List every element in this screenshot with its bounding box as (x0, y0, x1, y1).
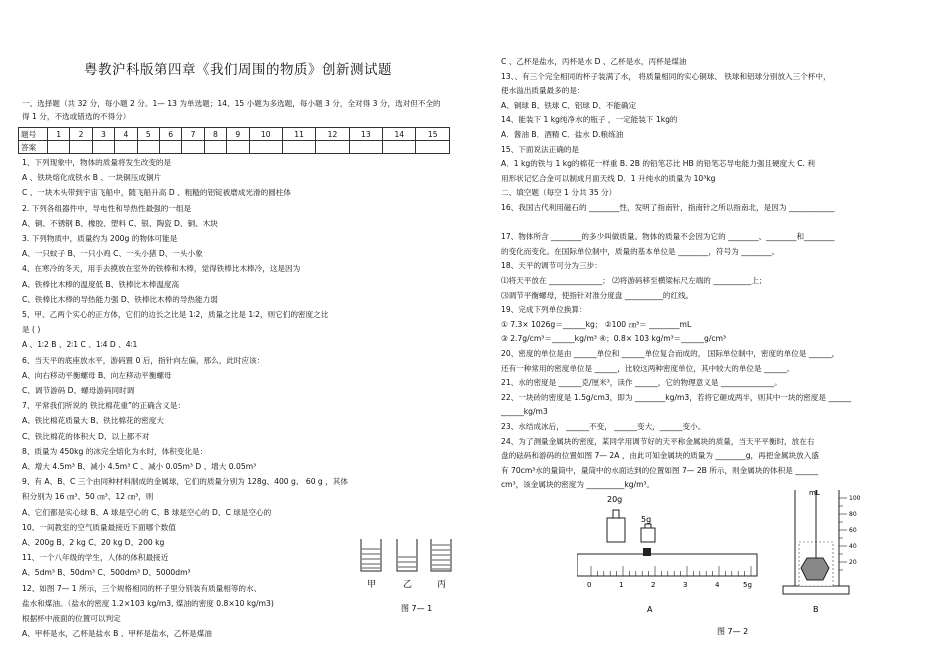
question-line: A、甲杯是水，乙杯是盐水 B 、甲杯是盐水，乙杯是煤油 (22, 629, 212, 639)
question-line: 9、有 A、B、C 三个由同种材料制成的金属球，它们的质量分别为 128g、400 g、 60 g ，其体 (22, 477, 348, 487)
question-line: C、铁棒比木棒的导热能力强 D、铁棒比木棒的导热能力弱 (22, 294, 218, 304)
question-line: 20、密度的单位是由 ______单位和 ______单位复合而成的， 国际单位制中，密度的单位是 ______， (501, 349, 840, 358)
question-line: A 、铁块熔化成铁水 B 、一块铜压成铜片 (22, 173, 162, 183)
question-line: 用形状记忆合金可以制成月面天线 D．1 升纯水的质量为 10³kg (501, 173, 716, 183)
answer-cell[interactable] (282, 141, 315, 154)
question-line: ① 7.3× 1026g＝______kg； ②100 ㎝³＝ ________mL (501, 319, 692, 329)
score-table (18, 127, 450, 154)
section-intro: 一、选择题（共 32 分，每小题 2 分。1— 13 为单选题；14、15 小题为多选题，每小题 3 分，全对得 3 分，选对但不全的得 1 分，不选或错选的不得分） (22, 99, 441, 121)
question-line: 盐水和煤油。（盐水的密度 1.2×103 kg/m3, 煤油的密度 0.8×10 kg/m3) (22, 598, 274, 608)
scale-tick-4: 4 (715, 581, 720, 589)
cylinder-tick-100: 100 (849, 495, 861, 502)
figure-7-2 (577, 490, 937, 660)
question-line: 4、在寒冷的冬天，用手去摸放在室外的铁棒和木棒，觉得铁棒比木棒冷，这是因为 (22, 264, 301, 274)
table-header-cell: 3 (92, 128, 114, 141)
question-line: 盘的砝码和游码的位置如图 7— 2A ，由此可知金属块的质量为 ________g，再把金属块放入盛 (501, 451, 819, 461)
question-line: C 、一块木头带到宇宙飞船中，随飞船升高 D 、粗糙的铝锭被磨成光滑的圆柱体 (22, 188, 291, 198)
question-line: 6、当天平的底座放水平，游码置 0 后，指针向左偏，那么，此时应该： (22, 355, 265, 365)
question-line: A 、1∶2 B 、2∶1 C 、1∶4 D 、4∶1 (22, 340, 138, 350)
cylinder-tick-80: 80 (849, 511, 857, 518)
question-line: 17、物体所含 ________的多少叫做质量。物体的质量不会因为它的 ________、________和________ (501, 232, 835, 242)
answer-cell[interactable] (383, 141, 416, 154)
question-line: ③ 2.7g/cm³＝______kg/m³ ④；0.8× 103 kg/m³＝______g/cm³ (501, 334, 727, 344)
question-line: 是 ( ) (22, 325, 41, 335)
cups-diagram (353, 537, 453, 615)
table-header-cell: 2 (70, 128, 92, 141)
table-header-cell: 4 (115, 128, 137, 141)
answer-cell[interactable] (416, 141, 450, 154)
table-header-cell: 8 (204, 128, 226, 141)
question-line: 13、、有三个完全相同的杯子装满了水， 将质量相同的实心铜球、 铁球和铝球分别放入三个杯中， (501, 71, 831, 81)
question-line: C、调节游码 D、螺母游码同时调 (22, 386, 135, 395)
answer-cell[interactable] (316, 141, 349, 154)
answer-cell[interactable] (204, 141, 226, 154)
question-line: C 、乙杯是盐水，丙杯是水 D 、乙杯是水，丙杯是煤油 (501, 57, 687, 66)
answer-cell[interactable] (159, 141, 181, 154)
balance-and-cylinder-diagram (577, 490, 937, 660)
question-line: 15、下面说法正确的是 (501, 144, 580, 154)
question-line: C、铁比棉花的体积大 D、以上都不对 (22, 431, 150, 441)
table-header-cell: 13 (349, 128, 382, 141)
question-line: A、铁棒比木棒的温度低 B、铁棒比木棒温度高 (22, 279, 180, 289)
table-header-row (19, 128, 450, 141)
figure-b-label: B (813, 605, 819, 614)
figure-a-label: A (647, 605, 653, 614)
question-line: 10、一间教室的空气质量最接近下面哪个数值 (22, 522, 176, 532)
question-line: 24、为了测量金属块的密度，某同学用调节好的天平称金属块的质量，当天平平衡时，放在右 (501, 436, 815, 446)
question-line: 14、能装下 1 kg纯净水的瓶子 ，一定能装下 1kg的 (501, 115, 678, 125)
question-line: A、增大 4.5m³ B、减小 4.5m³ C 、减小 0.05m³ D 、增大 0.05m³ (22, 462, 257, 471)
question-line: 23、水结成冰后， ______不变， ______变大，______变小。 (501, 422, 706, 431)
answer-cell[interactable] (227, 141, 249, 154)
answer-cell[interactable] (182, 141, 204, 154)
weight-20g-label: 20g (607, 495, 623, 504)
figure-7-2-caption: 图 7— 2 (717, 627, 749, 636)
question-line: A、200g B、2 kg C、20 kg D、200 kg (22, 538, 165, 547)
cylinder-tick-60: 60 (849, 527, 857, 534)
weight-20g-block (607, 518, 625, 542)
scale-tick-2: 2 (651, 581, 656, 589)
figure-7-1 (353, 537, 453, 615)
question-line: 7、平常我们所说的 铁比棉花重”的正确含义是： (22, 401, 186, 411)
answer-cell[interactable] (115, 141, 137, 154)
table-header-cell: 6 (159, 128, 181, 141)
question-line: 22、一块砖的密度是 1.5g/cm3，即为 ________kg/m3，若将它砸成两半，则其中一块的密度是 ______ (501, 392, 852, 402)
scale-tick-1: 1 (619, 581, 624, 589)
cup-label-jia: 甲 (367, 580, 377, 590)
question-line: 16、我国古代利用磁石的 ________性，发明了指南针，指南针之所以指南北，是因为 ____________ (501, 203, 835, 212)
figure-7-1-caption: 图 7— 1 (401, 604, 433, 613)
cylinder-tick-40: 40 (849, 543, 857, 550)
question-line: 1、下列现象中，物体的质量将发生改变的是 (22, 158, 172, 167)
question-line: A、铁比棉花质量大 B、铁比棉花的密度大 (22, 416, 164, 426)
question-line: 11、一个八年级的学生，人体的体积最接近 (22, 553, 169, 563)
question-line: A、铜球 B、铁球 C、铝球 D、不能确定 (501, 100, 637, 110)
table-header-cell: 10 (249, 128, 282, 141)
table-header-cell: 5 (137, 128, 159, 141)
weight-5g-label: 5g (641, 515, 652, 524)
question-line: A、5dm³ B、50dm³ C、500dm³ D、5000dm³ (22, 568, 191, 578)
question-line: A．酱油 B．酒精 C．盐水 D.粮练油 (501, 130, 624, 139)
table-answer-row (19, 141, 450, 154)
table-header-cell: 11 (282, 128, 315, 141)
scale-tick-3: 3 (683, 581, 688, 589)
question-line: ⑶调节平衡螺母，使指针对准分度盘 __________的红线。 (501, 290, 694, 300)
answer-cell[interactable] (349, 141, 382, 154)
question-line: 使水溢出质量最多的是： (501, 86, 585, 96)
cylinder-tick-20: 20 (849, 559, 857, 566)
answer-cell[interactable] (137, 141, 159, 154)
table-header-cell: 12 (316, 128, 349, 141)
page-title: 粤教沪科版第四章《我们周围的物质》创新测试题 (84, 62, 392, 78)
question-line: 的变化而变化。在国际单位制中，质量的基本单位是 ________，符号为 ________。 (501, 246, 780, 256)
answer-cell[interactable] (249, 141, 282, 154)
question-line: A．1 kg的铁与 1 kg的棉花一样重 B. 2B 的铅笔芯比 HB 的铅笔芯导电能力强且硬度大 C. 利 (501, 159, 815, 169)
question-line: 8、质量为 450kg 的冰完全熔化为水时，体积变化是： (22, 446, 208, 456)
graduated-cylinder (783, 490, 849, 594)
question-line: A、一只蚊子 B、一只小鸡 C、一头小猪 D、一头小象 (22, 249, 203, 259)
question-line: 还有一种常用的密度单位是 ______，比较这两种密度单位，其中较大的单位是 ______。 (501, 363, 795, 373)
question-line: cm³，该金属块的密度为 __________kg/m³。 (501, 480, 655, 490)
cylinder-unit: mL (809, 490, 820, 497)
question-line: 18、天平的调节可分为三步： (501, 261, 602, 271)
question-line: 二、填空题（每空 1 分共 35 分） (501, 188, 617, 198)
question-line: A、铜、不锈钢 B、橡胶、塑料 C、银、陶瓷 D、铜、木块 (22, 218, 218, 228)
question-line: 21、水的密度是 ______克/厘米³，读作 ______，它的物理意义是 ______________。 (501, 378, 782, 388)
weight-5g-block (641, 528, 655, 542)
question-line: 5、甲、乙两个实心的正方体，它们的边长之比是 1∶2，质量之比是 1∶2，则它们的密度之比 (22, 310, 329, 319)
question-line: A、向右移动平衡螺母 B、向左移动平衡螺母 (22, 370, 172, 380)
scale-tick-5g: 5g (743, 581, 752, 589)
rider (643, 548, 651, 556)
table-header-cell: 15 (416, 128, 450, 141)
question-line: A、它们都是实心球 B、A 球是空心的 C、B 球是空心的 D、C 球是空心的 (22, 507, 272, 517)
question-line: 2. 下列各组器件中，导电性和导热性最强的一组是 (22, 203, 192, 213)
question-line: 有 70cm³水的量筒中，量筒中的水面达到的位置如图 7— 2B 所示，则金属块的体积是 ______ (501, 465, 818, 475)
question-line: ______kg/m3 (501, 407, 548, 417)
scale-tick-0: 0 (587, 581, 592, 589)
table-answer-label: 答案 (19, 141, 48, 154)
answer-cell[interactable] (92, 141, 114, 154)
cup-label-bing: 丙 (437, 580, 447, 590)
question-line: 12、如图 7— 1 所示，三个规格相同的杯子里分别装有质量相等的水、 (22, 583, 262, 593)
cup-label-yi: 乙 (403, 580, 413, 590)
question-line: 3. 下列物质中，质量约为 200g 的物体可能是 (22, 234, 178, 243)
question-line: ⑴将天平放在 ______________； ⑵将游码移至横梁标尺左端的 __________上； (501, 276, 767, 285)
question-line: 积分别为 16 ㎝³、50 ㎝³、12 ㎝³，则 (22, 492, 154, 502)
table-header-cell: 9 (227, 128, 249, 141)
answer-cell[interactable] (70, 141, 92, 154)
question-line: 19、完成下列单位换算： (501, 305, 587, 315)
table-header-label: 题号 (19, 128, 48, 141)
table-header-cell: 1 (48, 128, 70, 141)
table-header-cell: 7 (182, 128, 204, 141)
question-line: 根据杯中液面的位置可以判定 (22, 614, 121, 623)
table-header-cell: 14 (383, 128, 416, 141)
answer-cell[interactable] (48, 141, 70, 154)
